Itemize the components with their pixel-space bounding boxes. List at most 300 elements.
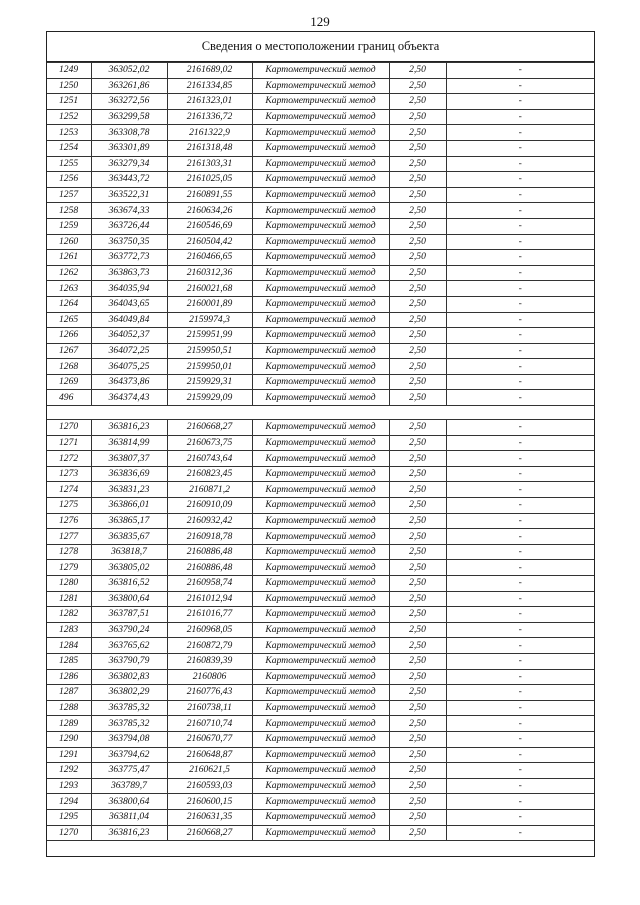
description-cell: - bbox=[446, 653, 594, 669]
x-coordinate-cell: 363835,67 bbox=[91, 529, 167, 545]
accuracy-cell: 2,50 bbox=[389, 78, 446, 94]
y-coordinate-cell: 2160593,03 bbox=[167, 778, 252, 794]
accuracy-cell: 2,50 bbox=[389, 638, 446, 654]
description-cell: - bbox=[446, 374, 594, 390]
description-cell: - bbox=[446, 607, 594, 623]
table-row bbox=[47, 794, 594, 810]
point-number-cell: 1280 bbox=[47, 576, 91, 592]
y-coordinate-cell: 2160891,55 bbox=[167, 187, 252, 203]
description-cell: - bbox=[446, 435, 594, 451]
y-coordinate-cell: 2160806 bbox=[167, 669, 252, 685]
y-coordinate-cell: 2161323,01 bbox=[167, 94, 252, 110]
y-coordinate-cell: 2160001,89 bbox=[167, 296, 252, 312]
point-number-cell: 1293 bbox=[47, 778, 91, 794]
accuracy-cell: 2,50 bbox=[389, 498, 446, 514]
description-cell: - bbox=[446, 390, 594, 406]
method-cell: Картометрический метод bbox=[252, 825, 389, 841]
point-number-cell: 1284 bbox=[47, 638, 91, 654]
table-row bbox=[47, 544, 594, 560]
point-number-cell: 1268 bbox=[47, 359, 91, 375]
method-cell: Картометрический метод bbox=[252, 343, 389, 359]
point-number-cell: 1290 bbox=[47, 731, 91, 747]
y-coordinate-cell: 2160312,36 bbox=[167, 265, 252, 281]
method-cell: Картометрический метод bbox=[252, 140, 389, 156]
accuracy-cell: 2,50 bbox=[389, 343, 446, 359]
x-coordinate-cell: 363750,35 bbox=[91, 234, 167, 250]
x-coordinate-cell: 363802,29 bbox=[91, 685, 167, 701]
description-cell: - bbox=[446, 513, 594, 529]
x-coordinate-cell: 363785,32 bbox=[91, 716, 167, 732]
table-row bbox=[47, 312, 594, 328]
accuracy-cell: 2,50 bbox=[389, 420, 446, 436]
accuracy-cell: 2,50 bbox=[389, 265, 446, 281]
description-cell: - bbox=[446, 156, 594, 172]
description-cell: - bbox=[446, 125, 594, 141]
accuracy-cell: 2,50 bbox=[389, 622, 446, 638]
separator-row bbox=[47, 406, 594, 420]
table-row bbox=[47, 591, 594, 607]
x-coordinate-cell: 363818,7 bbox=[91, 544, 167, 560]
method-cell: Картометрический метод bbox=[252, 638, 389, 654]
table-row bbox=[47, 125, 594, 141]
description-cell: - bbox=[446, 281, 594, 297]
table-row bbox=[47, 498, 594, 514]
point-number-cell: 1251 bbox=[47, 94, 91, 110]
x-coordinate-cell: 363831,23 bbox=[91, 482, 167, 498]
table-row bbox=[47, 653, 594, 669]
x-coordinate-cell: 363308,78 bbox=[91, 125, 167, 141]
point-number-cell: 1252 bbox=[47, 109, 91, 125]
point-number-cell: 1260 bbox=[47, 234, 91, 250]
table-row bbox=[47, 140, 594, 156]
y-coordinate-cell: 2160776,43 bbox=[167, 685, 252, 701]
x-coordinate-cell: 363816,23 bbox=[91, 420, 167, 436]
description-cell: - bbox=[446, 140, 594, 156]
description-cell: - bbox=[446, 420, 594, 436]
table-row bbox=[47, 482, 594, 498]
method-cell: Картометрический метод bbox=[252, 281, 389, 297]
method-cell: Картометрический метод bbox=[252, 265, 389, 281]
description-cell: - bbox=[446, 172, 594, 188]
y-coordinate-cell: 2160886,48 bbox=[167, 560, 252, 576]
accuracy-cell: 2,50 bbox=[389, 700, 446, 716]
accuracy-cell: 2,50 bbox=[389, 607, 446, 623]
x-coordinate-cell: 364052,37 bbox=[91, 328, 167, 344]
description-cell: - bbox=[446, 700, 594, 716]
point-number-cell: 1259 bbox=[47, 218, 91, 234]
y-coordinate-cell: 2160634,26 bbox=[167, 203, 252, 219]
description-cell: - bbox=[446, 250, 594, 266]
method-cell: Картометрический метод bbox=[252, 529, 389, 545]
table-row bbox=[47, 94, 594, 110]
accuracy-cell: 2,50 bbox=[389, 374, 446, 390]
accuracy-cell: 2,50 bbox=[389, 109, 446, 125]
point-number-cell: 1263 bbox=[47, 281, 91, 297]
table-row bbox=[47, 390, 594, 406]
accuracy-cell: 2,50 bbox=[389, 653, 446, 669]
point-number-cell: 1292 bbox=[47, 763, 91, 779]
table-row bbox=[47, 466, 594, 482]
method-cell: Картометрический метод bbox=[252, 156, 389, 172]
method-cell: Картометрический метод bbox=[252, 312, 389, 328]
table-row bbox=[47, 607, 594, 623]
method-cell: Картометрический метод bbox=[252, 359, 389, 375]
x-coordinate-cell: 363805,02 bbox=[91, 560, 167, 576]
description-cell: - bbox=[446, 187, 594, 203]
point-number-cell: 1285 bbox=[47, 653, 91, 669]
description-cell: - bbox=[446, 234, 594, 250]
y-coordinate-cell: 2160886,48 bbox=[167, 544, 252, 560]
x-coordinate-cell: 364373,86 bbox=[91, 374, 167, 390]
x-coordinate-cell: 363816,52 bbox=[91, 576, 167, 592]
method-cell: Картометрический метод bbox=[252, 250, 389, 266]
description-cell: - bbox=[446, 669, 594, 685]
table-row bbox=[47, 731, 594, 747]
method-cell: Картометрический метод bbox=[252, 125, 389, 141]
y-coordinate-cell: 2161016,77 bbox=[167, 607, 252, 623]
point-number-cell: 1294 bbox=[47, 794, 91, 810]
description-cell: - bbox=[446, 685, 594, 701]
table-row bbox=[47, 78, 594, 94]
method-cell: Картометрический метод bbox=[252, 544, 389, 560]
description-cell: - bbox=[446, 328, 594, 344]
method-cell: Картометрический метод bbox=[252, 747, 389, 763]
accuracy-cell: 2,50 bbox=[389, 576, 446, 592]
x-coordinate-cell: 364072,25 bbox=[91, 343, 167, 359]
y-coordinate-cell: 2161336,72 bbox=[167, 109, 252, 125]
accuracy-cell: 2,50 bbox=[389, 328, 446, 344]
point-number-cell: 1270 bbox=[47, 420, 91, 436]
accuracy-cell: 2,50 bbox=[389, 359, 446, 375]
x-coordinate-cell: 363261,86 bbox=[91, 78, 167, 94]
x-coordinate-cell: 363279,34 bbox=[91, 156, 167, 172]
x-coordinate-cell: 363775,47 bbox=[91, 763, 167, 779]
method-cell: Картометрический метод bbox=[252, 187, 389, 203]
description-cell: - bbox=[446, 763, 594, 779]
point-number-cell: 1270 bbox=[47, 825, 91, 841]
description-cell: - bbox=[446, 622, 594, 638]
y-coordinate-cell: 2161334,85 bbox=[167, 78, 252, 94]
point-number-cell: 1253 bbox=[47, 125, 91, 141]
method-cell: Картометрический метод bbox=[252, 576, 389, 592]
point-number-cell: 1288 bbox=[47, 700, 91, 716]
x-coordinate-cell: 363726,44 bbox=[91, 218, 167, 234]
description-cell: - bbox=[446, 778, 594, 794]
point-number-cell: 1264 bbox=[47, 296, 91, 312]
section-title: Сведения о местоположении границ объекта bbox=[47, 32, 594, 62]
y-coordinate-cell: 2160670,77 bbox=[167, 731, 252, 747]
table-row bbox=[47, 328, 594, 344]
y-coordinate-cell: 2160466,65 bbox=[167, 250, 252, 266]
table-row bbox=[47, 156, 594, 172]
accuracy-cell: 2,50 bbox=[389, 825, 446, 841]
method-cell: Картометрический метод bbox=[252, 78, 389, 94]
description-cell: - bbox=[446, 482, 594, 498]
y-coordinate-cell: 2159929,31 bbox=[167, 374, 252, 390]
method-cell: Картометрический метод bbox=[252, 234, 389, 250]
method-cell: Картометрический метод bbox=[252, 466, 389, 482]
method-cell: Картометрический метод bbox=[252, 296, 389, 312]
coordinates-frame bbox=[46, 31, 595, 857]
method-cell: Картометрический метод bbox=[252, 591, 389, 607]
accuracy-cell: 2,50 bbox=[389, 250, 446, 266]
table-row bbox=[47, 343, 594, 359]
x-coordinate-cell: 363772,73 bbox=[91, 250, 167, 266]
description-cell: - bbox=[446, 109, 594, 125]
point-number-cell: 1281 bbox=[47, 591, 91, 607]
table-row bbox=[47, 374, 594, 390]
x-coordinate-cell: 363443,72 bbox=[91, 172, 167, 188]
accuracy-cell: 2,50 bbox=[389, 482, 446, 498]
accuracy-cell: 2,50 bbox=[389, 513, 446, 529]
method-cell: Картометрический метод bbox=[252, 435, 389, 451]
description-cell: - bbox=[446, 825, 594, 841]
point-number-cell: 1279 bbox=[47, 560, 91, 576]
description-cell: - bbox=[446, 638, 594, 654]
x-coordinate-cell: 363785,32 bbox=[91, 700, 167, 716]
point-number-cell: 1254 bbox=[47, 140, 91, 156]
table-row bbox=[47, 172, 594, 188]
y-coordinate-cell: 2160673,75 bbox=[167, 435, 252, 451]
method-cell: Картометрический метод bbox=[252, 685, 389, 701]
x-coordinate-cell: 363789,7 bbox=[91, 778, 167, 794]
table-row bbox=[47, 296, 594, 312]
y-coordinate-cell: 2160918,78 bbox=[167, 529, 252, 545]
y-coordinate-cell: 2160668,27 bbox=[167, 825, 252, 841]
method-cell: Картометрический метод bbox=[252, 94, 389, 110]
point-number-cell: 1286 bbox=[47, 669, 91, 685]
x-coordinate-cell: 363836,69 bbox=[91, 466, 167, 482]
method-cell: Картометрический метод bbox=[252, 328, 389, 344]
y-coordinate-cell: 2160668,27 bbox=[167, 420, 252, 436]
table-row bbox=[47, 435, 594, 451]
x-coordinate-cell: 363272,56 bbox=[91, 94, 167, 110]
description-cell: - bbox=[446, 343, 594, 359]
x-coordinate-cell: 363790,79 bbox=[91, 653, 167, 669]
point-number-cell: 1258 bbox=[47, 203, 91, 219]
table-row bbox=[47, 109, 594, 125]
method-cell: Картометрический метод bbox=[252, 669, 389, 685]
accuracy-cell: 2,50 bbox=[389, 435, 446, 451]
y-coordinate-cell: 2160631,35 bbox=[167, 809, 252, 825]
method-cell: Картометрический метод bbox=[252, 451, 389, 467]
accuracy-cell: 2,50 bbox=[389, 281, 446, 297]
point-number-cell: 1274 bbox=[47, 482, 91, 498]
x-coordinate-cell: 363301,89 bbox=[91, 140, 167, 156]
x-coordinate-cell: 363807,37 bbox=[91, 451, 167, 467]
accuracy-cell: 2,50 bbox=[389, 544, 446, 560]
accuracy-cell: 2,50 bbox=[389, 203, 446, 219]
x-coordinate-cell: 363794,62 bbox=[91, 747, 167, 763]
accuracy-cell: 2,50 bbox=[389, 218, 446, 234]
y-coordinate-cell: 2160504,42 bbox=[167, 234, 252, 250]
accuracy-cell: 2,50 bbox=[389, 685, 446, 701]
point-number-cell: 1283 bbox=[47, 622, 91, 638]
point-number-cell: 1282 bbox=[47, 607, 91, 623]
y-coordinate-cell: 2161322,9 bbox=[167, 125, 252, 141]
accuracy-cell: 2,50 bbox=[389, 312, 446, 328]
y-coordinate-cell: 2160910,09 bbox=[167, 498, 252, 514]
point-number-cell: 1265 bbox=[47, 312, 91, 328]
point-number-cell: 1289 bbox=[47, 716, 91, 732]
accuracy-cell: 2,50 bbox=[389, 63, 446, 79]
y-coordinate-cell: 2161303,31 bbox=[167, 156, 252, 172]
x-coordinate-cell: 363800,64 bbox=[91, 794, 167, 810]
y-coordinate-cell: 2160839,39 bbox=[167, 653, 252, 669]
description-cell: - bbox=[446, 451, 594, 467]
description-cell: - bbox=[446, 560, 594, 576]
x-coordinate-cell: 363865,17 bbox=[91, 513, 167, 529]
x-coordinate-cell: 363299,58 bbox=[91, 109, 167, 125]
description-cell: - bbox=[446, 466, 594, 482]
point-number-cell: 1269 bbox=[47, 374, 91, 390]
x-coordinate-cell: 363866,01 bbox=[91, 498, 167, 514]
y-coordinate-cell: 2160648,87 bbox=[167, 747, 252, 763]
x-coordinate-cell: 363800,64 bbox=[91, 591, 167, 607]
table-row bbox=[47, 669, 594, 685]
table-row bbox=[47, 576, 594, 592]
y-coordinate-cell: 2159950,51 bbox=[167, 343, 252, 359]
y-coordinate-cell: 2160600,15 bbox=[167, 794, 252, 810]
accuracy-cell: 2,50 bbox=[389, 296, 446, 312]
point-number-cell: 1276 bbox=[47, 513, 91, 529]
y-coordinate-cell: 2160738,11 bbox=[167, 700, 252, 716]
accuracy-cell: 2,50 bbox=[389, 763, 446, 779]
y-coordinate-cell: 2161318,48 bbox=[167, 140, 252, 156]
y-coordinate-cell: 2159974,3 bbox=[167, 312, 252, 328]
table-row bbox=[47, 778, 594, 794]
y-coordinate-cell: 2159951,99 bbox=[167, 328, 252, 344]
method-cell: Картометрический метод bbox=[252, 794, 389, 810]
accuracy-cell: 2,50 bbox=[389, 529, 446, 545]
x-coordinate-cell: 363816,23 bbox=[91, 825, 167, 841]
y-coordinate-cell: 2161012,94 bbox=[167, 591, 252, 607]
x-coordinate-cell: 363765,62 bbox=[91, 638, 167, 654]
x-coordinate-cell: 364049,84 bbox=[91, 312, 167, 328]
accuracy-cell: 2,50 bbox=[389, 716, 446, 732]
y-coordinate-cell: 2159929,09 bbox=[167, 390, 252, 406]
y-coordinate-cell: 2160871,2 bbox=[167, 482, 252, 498]
point-number-cell: 1249 bbox=[47, 63, 91, 79]
point-number-cell: 1261 bbox=[47, 250, 91, 266]
description-cell: - bbox=[446, 265, 594, 281]
method-cell: Картометрический метод bbox=[252, 218, 389, 234]
table-row bbox=[47, 763, 594, 779]
point-number-cell: 1275 bbox=[47, 498, 91, 514]
method-cell: Картометрический метод bbox=[252, 63, 389, 79]
y-coordinate-cell: 2160546,69 bbox=[167, 218, 252, 234]
x-coordinate-cell: 363522,31 bbox=[91, 187, 167, 203]
point-number-cell: 1267 bbox=[47, 343, 91, 359]
table-row bbox=[47, 420, 594, 436]
y-coordinate-cell: 2160743,64 bbox=[167, 451, 252, 467]
y-coordinate-cell: 2159950,01 bbox=[167, 359, 252, 375]
method-cell: Картометрический метод bbox=[252, 172, 389, 188]
method-cell: Картометрический метод bbox=[252, 653, 389, 669]
method-cell: Картометрический метод bbox=[252, 498, 389, 514]
y-coordinate-cell: 2160021,68 bbox=[167, 281, 252, 297]
accuracy-cell: 2,50 bbox=[389, 94, 446, 110]
method-cell: Картометрический метод bbox=[252, 513, 389, 529]
accuracy-cell: 2,50 bbox=[389, 466, 446, 482]
table-row bbox=[47, 716, 594, 732]
method-cell: Картометрический метод bbox=[252, 390, 389, 406]
description-cell: - bbox=[446, 731, 594, 747]
y-coordinate-cell: 2161025,05 bbox=[167, 172, 252, 188]
description-cell: - bbox=[446, 218, 594, 234]
method-cell: Картометрический метод bbox=[252, 622, 389, 638]
accuracy-cell: 2,50 bbox=[389, 140, 446, 156]
accuracy-cell: 2,50 bbox=[389, 172, 446, 188]
accuracy-cell: 2,50 bbox=[389, 390, 446, 406]
y-coordinate-cell: 2160958,74 bbox=[167, 576, 252, 592]
description-cell: - bbox=[446, 359, 594, 375]
x-coordinate-cell: 363814,99 bbox=[91, 435, 167, 451]
description-cell: - bbox=[446, 78, 594, 94]
description-cell: - bbox=[446, 716, 594, 732]
table-row bbox=[47, 265, 594, 281]
x-coordinate-cell: 364035,94 bbox=[91, 281, 167, 297]
point-number-cell: 1287 bbox=[47, 685, 91, 701]
accuracy-cell: 2,50 bbox=[389, 560, 446, 576]
x-coordinate-cell: 364043,65 bbox=[91, 296, 167, 312]
x-coordinate-cell: 363863,73 bbox=[91, 265, 167, 281]
method-cell: Картометрический метод bbox=[252, 607, 389, 623]
y-coordinate-cell: 2160872,79 bbox=[167, 638, 252, 654]
method-cell: Картометрический метод bbox=[252, 763, 389, 779]
description-cell: - bbox=[446, 203, 594, 219]
method-cell: Картометрический метод bbox=[252, 778, 389, 794]
table-row bbox=[47, 234, 594, 250]
y-coordinate-cell: 2160823,45 bbox=[167, 466, 252, 482]
table-row bbox=[47, 281, 594, 297]
accuracy-cell: 2,50 bbox=[389, 591, 446, 607]
x-coordinate-cell: 363787,51 bbox=[91, 607, 167, 623]
accuracy-cell: 2,50 bbox=[389, 731, 446, 747]
method-cell: Картометрический метод bbox=[252, 809, 389, 825]
y-coordinate-cell: 2160621,5 bbox=[167, 763, 252, 779]
table-row bbox=[47, 809, 594, 825]
point-number-cell: 1277 bbox=[47, 529, 91, 545]
y-coordinate-cell: 2160968,05 bbox=[167, 622, 252, 638]
accuracy-cell: 2,50 bbox=[389, 669, 446, 685]
accuracy-cell: 2,50 bbox=[389, 809, 446, 825]
description-cell: - bbox=[446, 747, 594, 763]
point-number-cell: 1291 bbox=[47, 747, 91, 763]
method-cell: Картометрический метод bbox=[252, 560, 389, 576]
description-cell: - bbox=[446, 544, 594, 560]
description-cell: - bbox=[446, 296, 594, 312]
point-number-cell: 1272 bbox=[47, 451, 91, 467]
point-number-cell: 1257 bbox=[47, 187, 91, 203]
y-coordinate-cell: 2161689,02 bbox=[167, 63, 252, 79]
table-row bbox=[47, 359, 594, 375]
description-cell: - bbox=[446, 809, 594, 825]
x-coordinate-cell: 363052,02 bbox=[91, 63, 167, 79]
table-row bbox=[47, 638, 594, 654]
method-cell: Картометрический метод bbox=[252, 420, 389, 436]
description-cell: - bbox=[446, 576, 594, 592]
table-row bbox=[47, 513, 594, 529]
point-number-cell: 1255 bbox=[47, 156, 91, 172]
table-row bbox=[47, 622, 594, 638]
description-cell: - bbox=[446, 529, 594, 545]
accuracy-cell: 2,50 bbox=[389, 794, 446, 810]
x-coordinate-cell: 364374,43 bbox=[91, 390, 167, 406]
point-number-cell: 1256 bbox=[47, 172, 91, 188]
table-row bbox=[47, 747, 594, 763]
page-number: 129 bbox=[310, 14, 330, 29]
